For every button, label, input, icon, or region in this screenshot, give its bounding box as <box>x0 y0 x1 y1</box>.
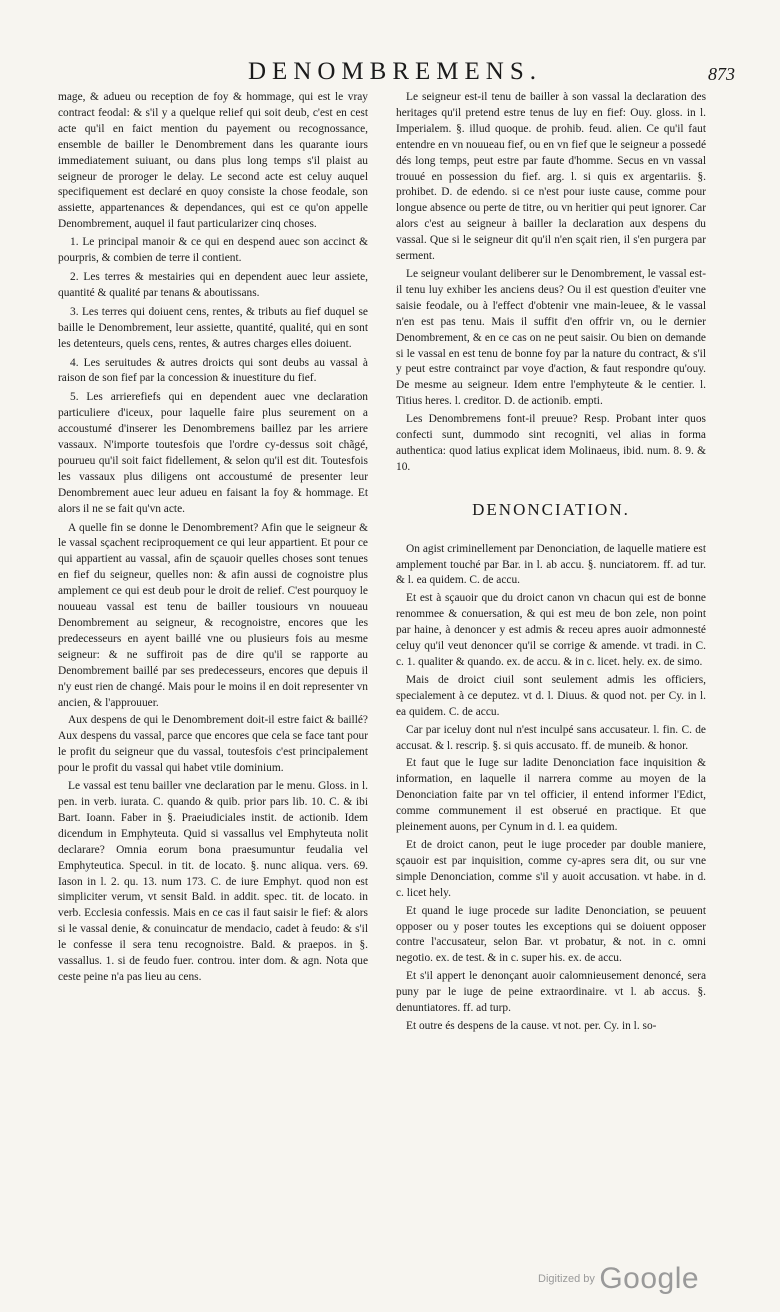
paragraph: Car par iceluy dont nul n'est inculpé sans accusateur. l. fin. C. de accusat. & l. rescrip. §. si quis accusato. ff. de muneib. & honor. <box>396 723 706 752</box>
list-item: 1. Le principal manoir & ce qui en despend auec son accinct & pourpris, & combien de terre il contient. <box>58 236 368 265</box>
paragraph: Mais de droict ciuil sont seulement admis les officiers, specialement à ce deputez. vt d. l. Diuus. & quod not. per Cy. in l. ea quidem. C. de accu. <box>396 673 706 718</box>
list-item: 4. Les seruitudes & autres droicts qui sont deubs au vassal à raison de son fief par la concession & inuestiture du fief. <box>58 356 368 385</box>
list-item: 3. Les terres qui doiuent cens, rentes, & tributs au fief duquel se baille le Denombrement, leur assiette, quantité, qualité, qui en sont les detenteurs, quels cens, rentes, & autres charges elles doiuent. <box>58 305 368 350</box>
paragraph: Et de droict canon, peut le iuge proceder par double maniere, sçauoir est par inquisition, comme cy-apres sera dit, ou sur vne simple Denonciation, comme s'il y auoit accusation. vt habe. in d. c. licet hely. <box>396 838 706 899</box>
paragraph: Et est à sçauoir que du droict canon vn chacun qui est de bonne renommee & conuersation, & qui est meu de bon zele, non point par haine, à denoncer y est admis & receu apres auoir admonnesté celuy qu'il veut denoncer qu'il se corrige & amende. vt tradi. in C. c. 1. qualiter & quando. ex. de accu. & in c. licet. hely. ex. de simo. <box>396 592 706 668</box>
running-title: DENOMBREMENS. <box>248 58 542 85</box>
paragraph: Et outre és despens de la cause. vt not. per. Cy. in l. so- <box>406 1019 657 1032</box>
paragraph: Et quand le iuge procede sur ladite Denonciation, se peuuent opposer ou y poser toutes les exceptions qui se doiuent opposer contre l'accusateur, selon Bar. vt probatur, & not. in c. omni negotio. ex. de test. & in c. super his. ex. de accu. <box>396 904 706 965</box>
paragraph: A quelle fin se donne le Denombrement? Afin que le seigneur & le vassal sçachent reciproquement ce qui leur appartient. Et pour ce qui appartient au vassal, afin de sçauoir quelles choses sont tenues en fief du seigneur, quelles non: & afin aussi de cognoistre plus amplement ce qui est deub pour le droit de relief. C'est pourquoy le nouueau vassal est tenu de bailler tousiours vn nouueau Denombrement au seigneur, & recognoistre, encores que les predecesseurs en ayent baillé vne ou plusieurs fois au mesme seigneur: & ne suffiroit pas de dire qu'il se rapporte au Denombrement baillé par ses predecesseurs, encores que depuis il n'y eust rien de changé. Mais pour le moins il en doit representer vn ancien, & l'approuuer. <box>58 521 368 709</box>
paragraph: Le vassal est tenu bailler vne declaration par le menu. Gloss. in l. pen. in verb. iurata. C. quando & quib. prior pars lib. 10. C. & ibi Bart. Ioann. Faber in §. Praeiudiciales instit. de actionib. Idem dicendum in Emphyteuta. Quid si vassallus vel Emphyteuta nolit declarare? Omnia eorum bona praesumuntur feudalia vel Emphyteutica. Specul. in tit. de locato. §. nunc aliqua. vers. 69. Iason in l. 2. qu. 13. num 173. C. de iure Emphyt. quod non est simpliciter verum, vt sensit Bald. in addit. spec. tit. de locato. in verb. Ecclesia confessis. Mais en ce cas il faut saisir le fief: & alors si le vassal denie, & conuincatur de mendacio, cadet à feudo: & s'il le confesse il sera tenu recognoistre. Bald. & praepos. in §. vassallus. 1. si de feudo fuer. controu. inter dom. & agn. Nota que ceste peine n'a pas lieu au cens. <box>58 780 368 983</box>
list-item: 5. Les arrierefiefs qui en dependent auec vne declaration particuliere d'iceux, pour laquelle faire plus seurement on a accoustumé d'inserer les Denombremens baillez par les arriere vassaux. N'importe toutesfois que l'ordre cy-dessus soit chãgé, pourueu qu'il soit faict fidellement, & selon qu'il est dit. Toutesfois les vassaux plus diligens ont accoustumé de presenter leur Denombrement auec leur adueu en faisant la foy & hommage. Et alors il ne se fait qu'vn acte. <box>58 391 368 515</box>
list-item: 2. Les terres & mestairies qui en dependent auec leur assiete, quantité & qualité par tenans & aboutissans. <box>58 270 368 299</box>
paragraph: Aux despens de qui le Denombrement doit-il estre faict & baillé? Aux despens du vassal, parce que encores que cela se face tant pour le profit du seigneur que du vassal, toutesfois c'est principalement pour le profit du vassal qui habet vtile dominium. <box>58 714 368 775</box>
paragraph: mage, & adueu ou reception de foy & hommage, qui est le vray contract feodal: & s'il y a quelque relief qui soit deub, c'est en cest acte qu'il en faict mention du payement ou recognossance, ensemble de bailler le Denombrement dans les quarante iours immediatement suiuant, ou dans plus long temps s'il plaist au seigneur de proroger le delay. Le second acte est celuy auquel specifiquement est declaré en quoy consiste la chose feodale, son assiette, appartenances & dependances, qui est ce qu'on appelle Denombrement, auquel il faut particularizer cinq choses. <box>58 91 368 231</box>
page-number: 873 <box>708 64 735 84</box>
paragraph: Et faut que le Iuge sur ladite Denonciation face inquisition & information, en laquelle il narrera comme au moyen de la Denonciation faite par vn tel officier, il entend informer l'Edict, comme communement il est obserué en practique. Et que pleinement auons, per Cynum in d. l. ea quidem. <box>396 757 706 834</box>
google-logo: Google <box>599 1262 700 1295</box>
running-head <box>0 58 780 92</box>
digitized-watermark <box>538 1262 699 1296</box>
right-column <box>396 90 706 1037</box>
section-heading: DENONCIATION. <box>472 499 630 519</box>
paragraph: Les Denombremens font-il preuue? Resp. Probant inter quos confecti sunt, dummodo sint recogniti, vel alias in forma authentica: quod latius explicat idem Molinaeus, ibid. num. 8. 9. & 10. <box>396 413 706 473</box>
left-column <box>58 90 368 988</box>
paragraph: Et s'il appert le denonçant auoir calomnieusement denoncé, sera puny par le iuge de peine extraordinaire. vt l. ab accus. §. denuntiatores. ff. ad turp. <box>396 970 706 1015</box>
paragraph: Le seigneur est-il tenu de bailler à son vassal la declaration des heritages qu'il pretend estre tenus de luy en fief: Ouy. gloss. in l. Imperialem. §. illud quoque. de prohib. feud. alien. Ce qu'il faut entendre en vn nouueau fief, ou en vn fief que le seigneur a possedé dés long temps, peut estre par faute d'homme. Secus en vn vassal trouué en possession du fief. arg. l. si quis ex argentariis. §. prohibet. D. de edendo. si ce n'est pour iuste cause, comme pour longue absence ou perte de titre, ou vn heritier qui peut ignorer. Car alors c'est au seigneur à bailler la declaration aux despens du vassal. Que si le seigneur dit qu'il n'en sçait rien, il s'en purgera par serment. <box>396 91 706 263</box>
watermark-prefix: Digitized by <box>538 1273 595 1285</box>
paragraph: Le seigneur voulant deliberer sur le Denombrement, le vassal est-il tenu luy exhiber les anciens deus? Ou il est question d'euiter vne saisie feodale, ou à l'effect d'obtenir vne main-leuee, & le vassal n'en est pas tenu. Mais il suffit d'en offrir vn, ou le dernier Denombrement, & en ce cas on ne peut saisir. Ou bien on demande si le vassal en est tenu de bonne foy par la nature du contract, & s'il y peut estre contrainct par voye d'action, & faut respondre qu'ouy. De mesme au seigneur. Idem entre l'emphyteute & le centier. l. Titius heres. l. creditor. D. de actionib. empti. <box>396 267 706 408</box>
paragraph: On agist criminellement par Denonciation, de laquelle matiere est amplement touché par Bar. in l. ab accu. §. nunciatorem. ff. ad tur. & l. ea quidem. C. de accu. <box>396 542 706 587</box>
